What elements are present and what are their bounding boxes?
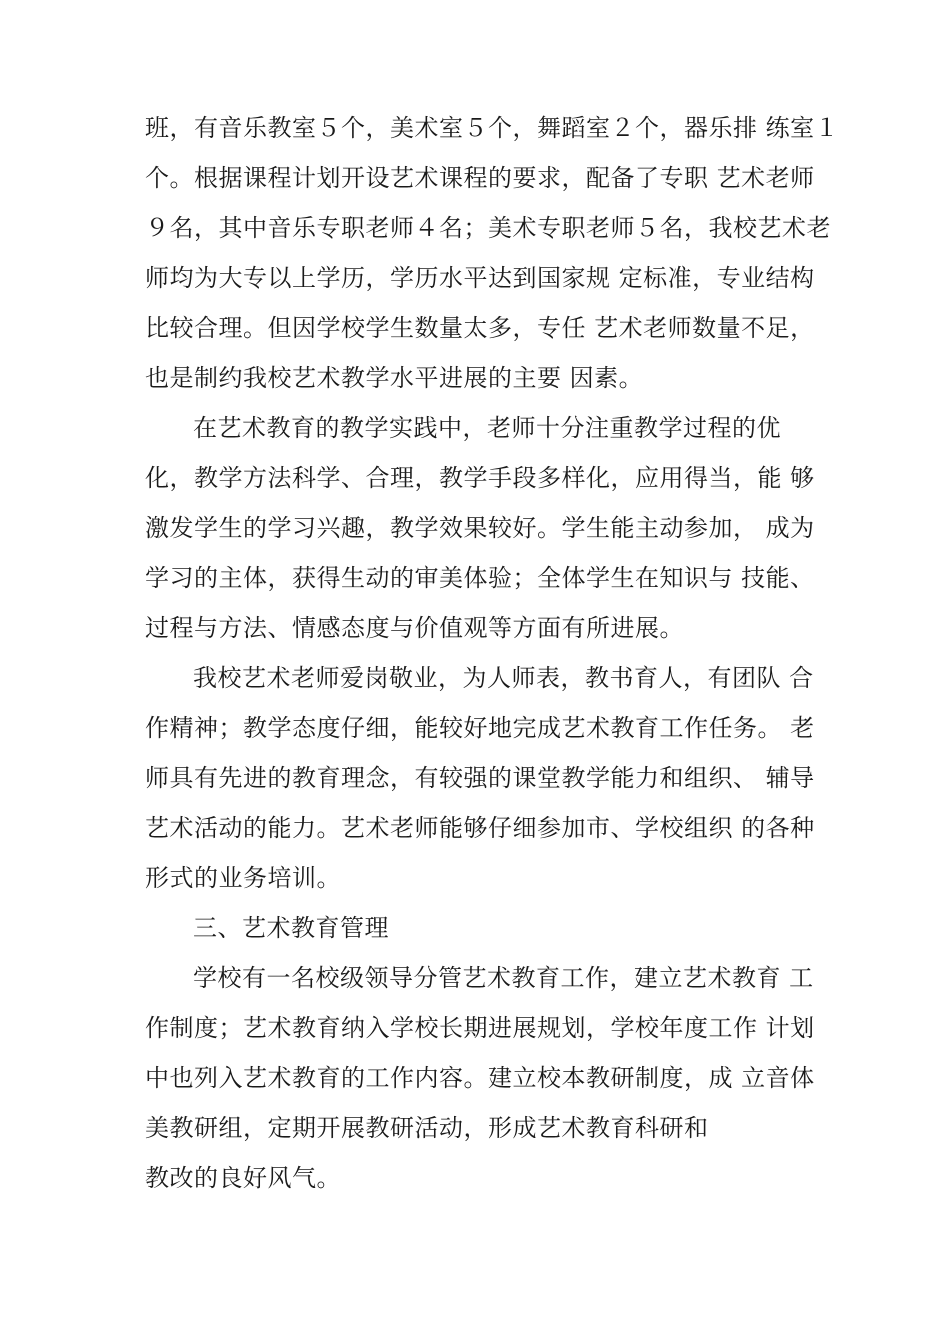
section-heading: 三、艺术教育管理: [193, 914, 389, 942]
text-line-5: 比较合理。但因学校学生数量太多，专任 艺术老师数量不足，: [145, 314, 815, 342]
text-line-1: 班，有音乐教室５个，美术室５个，舞蹈室２个，器乐排 练室１: [145, 114, 840, 142]
text-line-9: 激发学生的学习兴趣，教学效果较好。学生能主动参加， 成为: [145, 514, 815, 542]
text-line-3: ９名，其中音乐专职老师４名；美术专职老师５名，我校艺术老: [145, 214, 831, 242]
text-line-19: 作制度；艺术教育纳入学校长期进展规划，学校年度工作 计划: [145, 1014, 815, 1042]
text-line-13: 作精神；教学态度仔细，能较好地完成艺术教育工作任务。 老: [145, 714, 815, 742]
text-line-11: 过程与方法、情感态度与价值观等方面有所进展。: [145, 614, 684, 642]
text-line-16: 形式的业务培训。: [145, 864, 341, 892]
text-line-7: 在艺术教育的教学实践中，老师十分注重教学过程的优: [193, 414, 781, 442]
text-line-6: 也是制约我校艺术教学水平进展的主要 因素。: [145, 364, 644, 392]
text-line-20: 中也列入艺术教育的工作内容。建立校本教研制度，成 立音体: [145, 1064, 815, 1092]
text-line-14: 师具有先进的教育理念，有较强的课堂教学能力和组织、 辅导: [145, 764, 815, 792]
text-line-10: 学习的主体，获得生动的审美体验；全体学生在知识与 技能、: [145, 564, 815, 592]
text-line-21: 美教研组，定期开展教研活动，形成艺术教育科研和: [145, 1114, 709, 1142]
text-line-22: 教改的良好风气。: [145, 1164, 341, 1192]
text-line-18: 学校有一名校级领导分管艺术教育工作，建立艺术教育 工: [193, 964, 814, 992]
text-line-12: 我校艺术老师爱岗敬业，为人师表，教书育人，有团队 合: [193, 664, 814, 692]
text-line-8: 化，教学方法科学、合理，教学手段多样化，应用得当，能 够: [145, 464, 815, 492]
text-line-15: 艺术活动的能力。艺术老师能够仔细参加市、学校组织 的各种: [145, 814, 815, 842]
text-line-2: 个。根据课程计划开设艺术课程的要求，配备了专职 艺术老师: [145, 164, 815, 192]
text-line-4: 师均为大专以上学历，学历水平达到国家规 定标准，专业结构: [145, 264, 815, 292]
